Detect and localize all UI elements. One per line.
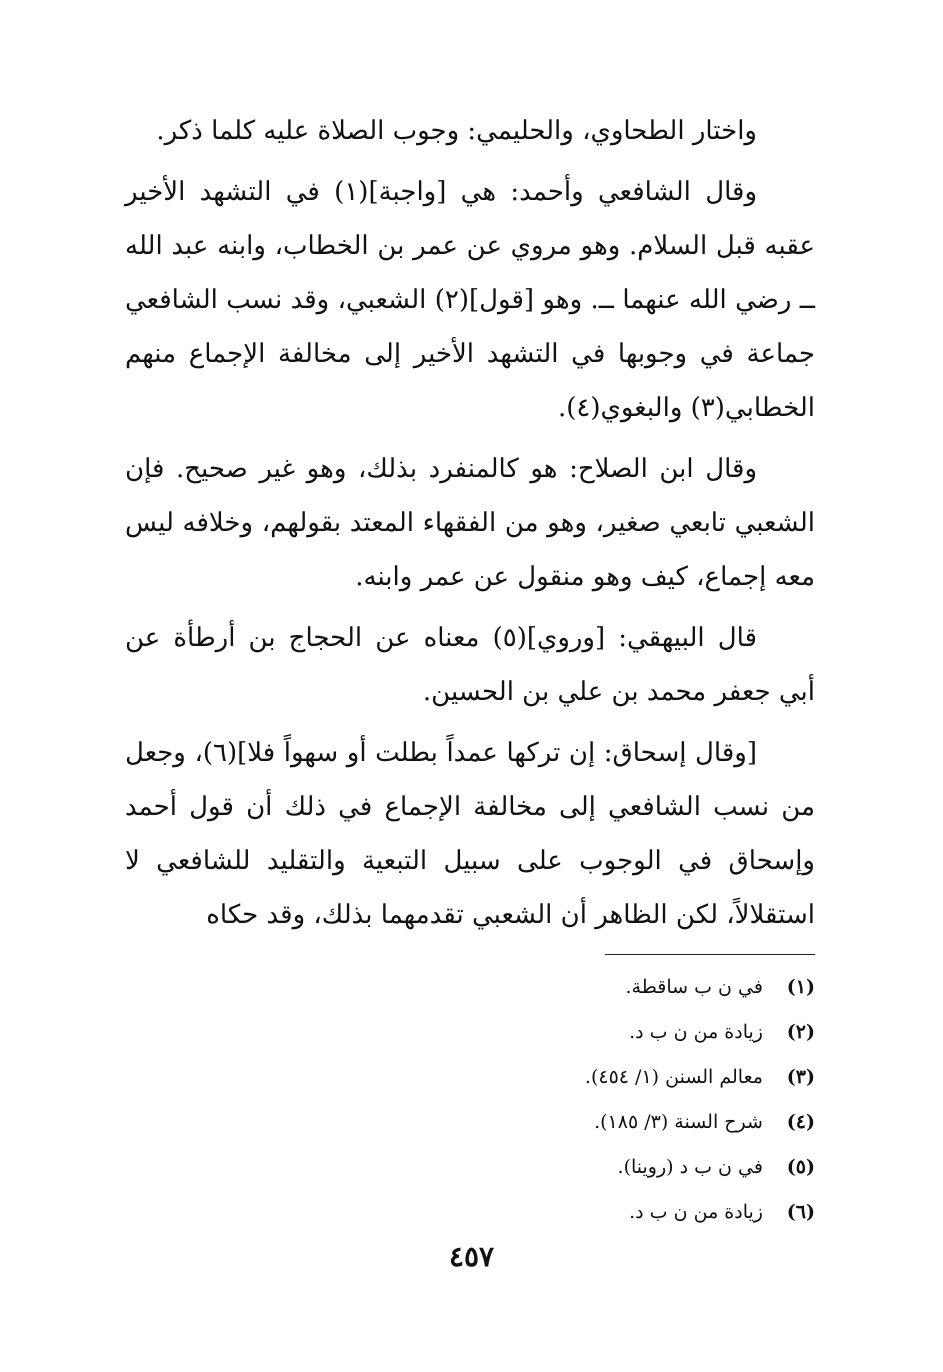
footnote-number: (٤) [786,1111,815,1133]
paragraph-5: [وقال إسحاق: إن تركها عمداً بطلت أو سهواً فلا](٦)، وجعل من نسب الشافعي إلى مخالفة الإجماع في ذلك أن قول أحمد وإسحاق في الوجوب على سبيل التبعية والتقليد للشافعي لا استقلالاً، لكن الظاهر أن الشعبي تقدمهما بذلك، وقد حكاه [125,738,815,930]
footnote-number: (٦) [786,1201,815,1223]
paragraph-1: واختار الطحاوي، والحليمي: وجوب الصلاة عليه كلما ذكر. [156,116,757,146]
footnote-text: في ن ب ساقطة. [625,976,763,998]
footnote-item [125,1055,815,1100]
main-text [125,104,815,942]
footnote-text: شرح السنة (٣/ ١٨٥). [594,1111,763,1133]
footnote-item [125,965,815,1010]
footnote-text: زيادة من ن ب د. [629,1021,763,1043]
paragraph-3: وقال ابن الصلاح: هو كالمنفرد بذلك، وهو غير صحيح. فإن الشعبي تابعي صغير، وهو من الفقهاء المعتد بقولهم، وخلافه ليس معه إجماع، كيف وهو منقول عن عمر وابنه. [125,454,815,592]
footnote-number: (٣) [786,1066,815,1088]
footnote-text: في ن ب د (روينا). [617,1156,763,1178]
footnotes [125,965,815,1235]
paragraph-2: وقال الشافعي وأحمد: هي [واجبة](١) في التشهد الأخير عقبه قبل السلام. وهو مروي عن عمر بن الخطاب، وابنه عبد الله ــ رضي الله عنهما ــ. وهو [قول](٢) الشعبي، وقد نسب الشافعي جماعة في وجوبها في التشهد الأخير إلى مخالفة الإجماع منهم الخطابي(٣) والبغوي(٤). [125,177,815,423]
footnote-number: (١) [786,976,815,998]
footnote-item [125,1190,815,1235]
footnote-item [125,1010,815,1055]
footnote-number: (٢) [786,1021,815,1043]
footnote-text: زيادة من ن ب د. [629,1201,763,1223]
footnote-text: معالم السنن (١/ ٤٥٤). [584,1066,763,1088]
footnote-item [125,1100,815,1145]
page-number: ٤٥٧ [448,1240,495,1273]
footnote-item [125,1145,815,1190]
footnote-number: (٥) [786,1156,815,1178]
paragraph-4: قال البيهقي: [وروي](٥) معناه عن الحجاج بن أرطأة عن أبي جعفر محمد بن علي بن الحسين. [125,623,815,707]
footnote-divider [605,954,815,955]
